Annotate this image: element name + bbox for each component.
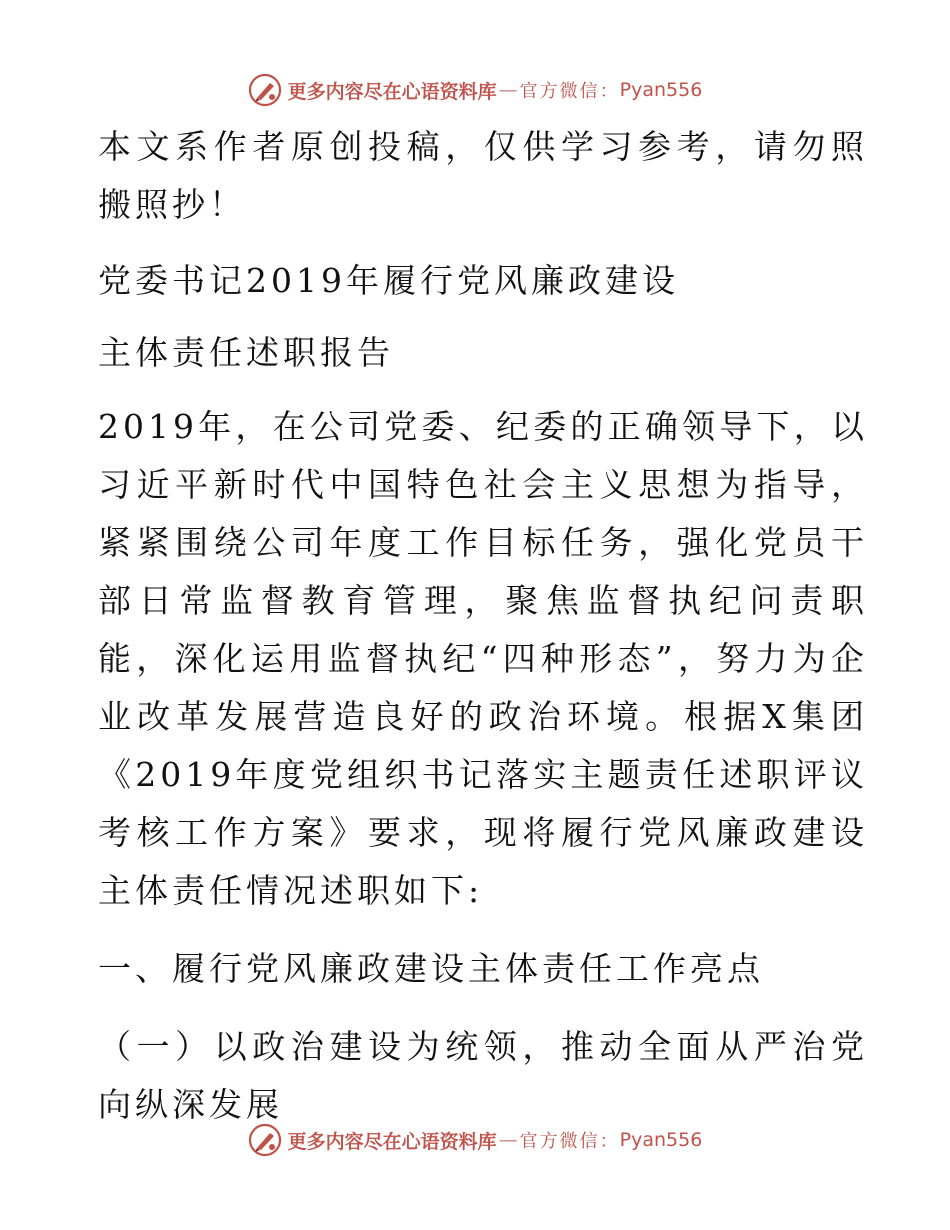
header-watermark-banner <box>0 70 950 110</box>
pen-logo-icon <box>248 1123 282 1157</box>
report-title-line-2: 主体责任述职报告 <box>98 333 394 372</box>
banner-dash: — <box>498 79 518 101</box>
banner-wechat-id: Pyan556 <box>619 79 703 101</box>
section-heading: 一、履行党风廉政建设主体责任工作亮点 <box>98 949 764 988</box>
pen-logo-icon <box>248 73 282 107</box>
document-body <box>98 118 868 1134</box>
report-title-line-1: 党委书记2019年履行党风廉政建设 <box>98 261 679 300</box>
footer-watermark-banner <box>0 1120 950 1160</box>
banner-wechat-label: 官方微信： <box>519 1131 620 1152</box>
disclaimer-paragraph: 本文系作者原创投稿，仅供学习参考，请勿照搬照抄！ <box>98 127 868 224</box>
banner-dash: — <box>498 1129 518 1151</box>
banner-site-text: 更多内容尽在心语资料库 <box>287 80 497 103</box>
subsection-heading: （一）以政治建设为统领，推动全面从严治党向纵深发展 <box>98 1027 868 1124</box>
intro-paragraph: 2019年，在公司党委、纪委的正确领导下，以习近平新时代中国特色社会主义思想为指导，紧紧围绕公司年度工作目标任务，强化党员干部日常监督教育管理，聚焦监督执纪问责职能，深化运用监督执纪“四种形态”，努力为企业改革发展营造良好的政治环境。根据X集团《2019年度党组织书记落实主题责任述职评议考核工作方案》要求，现将履行党风廉政建设主体责任情况述职如下: <box>98 407 868 910</box>
banner-wechat-label: 官方微信： <box>519 81 620 102</box>
banner-site-text: 更多内容尽在心语资料库 <box>287 1130 497 1153</box>
banner-wechat-id: Pyan556 <box>619 1129 703 1151</box>
